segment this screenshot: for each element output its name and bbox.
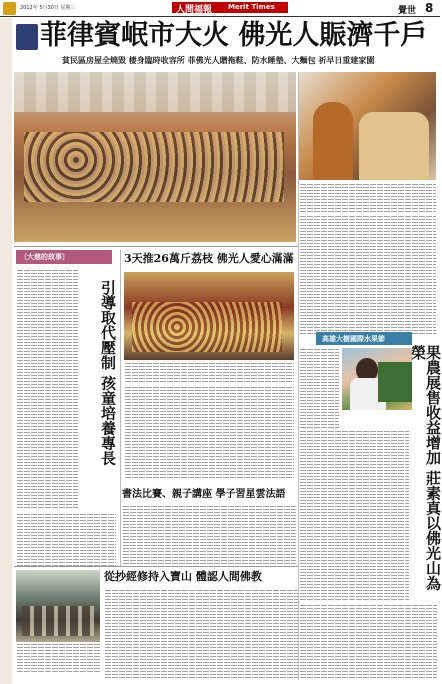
section-name: 覺世 <box>398 6 417 16</box>
monk-photo <box>299 72 436 180</box>
left-margin <box>0 18 12 684</box>
story-tag: 〔大慈的故事〕 <box>20 253 69 261</box>
paper-en-name: Merit Times <box>228 3 275 11</box>
main-headline: 菲律賓岷市大火 佛光人賑濟千戶 <box>40 20 428 51</box>
masthead <box>0 0 440 16</box>
sub-headline: 貧民區房屋全燒毀 棲身臨時收容所 菲佛光人贈拖鞋、防水睡墊、大麵包 祈早日重建家園 <box>62 56 375 65</box>
logo-icon <box>3 2 16 15</box>
sutra-title: 從抄經修持入寶山 體認人間佛教 <box>104 570 262 583</box>
lychee-text <box>124 386 294 478</box>
fruit-text <box>299 430 409 600</box>
lychee-title: 3天推26萬斤荔枝 佛光人愛心滿滿 <box>124 252 294 265</box>
rule-3 <box>298 72 299 680</box>
buddha-logo-icon <box>16 24 38 50</box>
calligraphy-title: 書法比賽、親子講座 學子習星雲法語 <box>122 489 286 500</box>
water-tag: 高雄大樹國際水果節 <box>322 335 385 343</box>
issue-date: 2012年 5月30日 星期三 <box>20 5 76 11</box>
monk-caption <box>299 182 436 212</box>
lychee-caption <box>124 362 294 382</box>
rule-2 <box>120 250 121 566</box>
fruit-basket-photo <box>378 362 412 402</box>
right-bottom-text <box>299 604 437 678</box>
rule-1 <box>14 246 298 247</box>
rule-4 <box>14 566 298 567</box>
calligraphy-text <box>122 506 296 564</box>
paper-name: 人間福報 <box>176 5 213 15</box>
crowd-photo <box>14 72 296 242</box>
page-number: 8 <box>425 1 434 15</box>
story-title: 引導取代壓制 孩童培養專長 <box>99 280 117 466</box>
water-side-text <box>299 348 339 428</box>
sutra-class-photo <box>16 570 100 642</box>
article-text-1 <box>299 214 436 334</box>
story-text-2 <box>16 514 116 566</box>
fruit-title: 果農展售收益增加 莊素真以佛光山為榮 <box>409 345 442 591</box>
sutra-caption <box>16 644 100 672</box>
masthead-rule <box>0 16 440 17</box>
story-text <box>16 268 78 508</box>
sutra-text <box>104 590 298 678</box>
lychee-photo <box>124 272 294 360</box>
